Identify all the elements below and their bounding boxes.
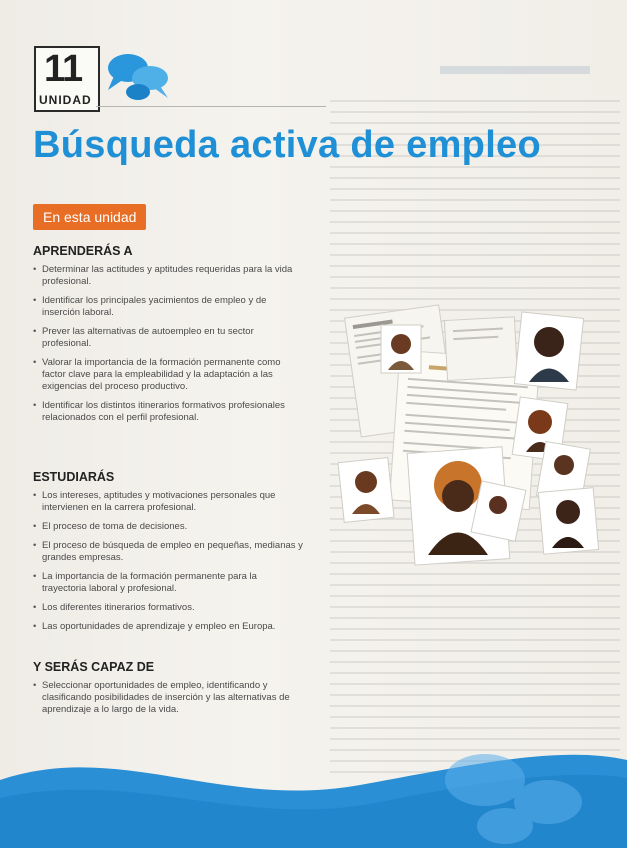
list-item: • Seleccionar oportunidades de empleo, identificando y clasificando posibilidades de inserción y las alternativas de aprendizaje a lo largo de la vida. (33, 680, 303, 716)
page-title: Búsqueda activa de empleo (33, 124, 541, 166)
unit-label: UNIDAD (39, 93, 92, 107)
cv-photos-illustration (336, 300, 606, 575)
list-item: • Las oportunidades de aprendizaje y empleo en Europa. (33, 621, 303, 633)
bleed-through-heading (440, 66, 590, 74)
list-item: • La importancia de la formación permanente para la trayectoria laboral y profesional. (33, 571, 303, 595)
section-aprenderas (33, 244, 303, 431)
section-heading: APRENDERÁS A (33, 244, 133, 258)
section-heading: Y SERÁS CAPAZ DE (33, 660, 155, 674)
bottom-wave-decoration (0, 740, 627, 848)
section-estudiaras (33, 470, 303, 640)
section-heading: ESTUDIARÁS (33, 470, 115, 484)
unit-number: 11 (44, 48, 83, 90)
portrait-photo (381, 325, 421, 373)
list-item: • Los intereses, aptitudes y motivaciones personales que intervienen en la carrera profesional. (33, 490, 303, 514)
list-item: • Determinar las actitudes y aptitudes requeridas para la vida profesional. (33, 264, 303, 288)
list-item: • Los diferentes itinerarios formativos. (33, 602, 303, 614)
list-item: • Identificar los distintos itinerarios formativos profesionales relacionados con el perfil profesional. (33, 400, 303, 424)
list-item: • Identificar los principales yacimientos de empleo y de inserción laboral. (33, 295, 303, 319)
portrait-photo (338, 458, 394, 523)
portrait-photo (514, 312, 583, 390)
section-seras-capaz (33, 660, 303, 723)
list-item: • Valorar la importancia de la formación permanente como factor clave para la empleabilidad y la adaptación a las exigencias del proceso productivo. (33, 357, 303, 393)
speech-bubbles-icon (104, 48, 174, 104)
portrait-photo (538, 488, 598, 555)
list-item: • El proceso de búsqueda de empleo en pequeñas, medianas y grandes empresas. (33, 540, 303, 564)
unit-divider (96, 106, 326, 107)
resume-sheet (444, 317, 517, 381)
unit-tag: En esta unidad (33, 204, 146, 230)
list-item: • Prever las alternativas de autoempleo en tu sector profesional. (33, 326, 303, 350)
list-item: • El proceso de toma de decisiones. (33, 521, 303, 533)
